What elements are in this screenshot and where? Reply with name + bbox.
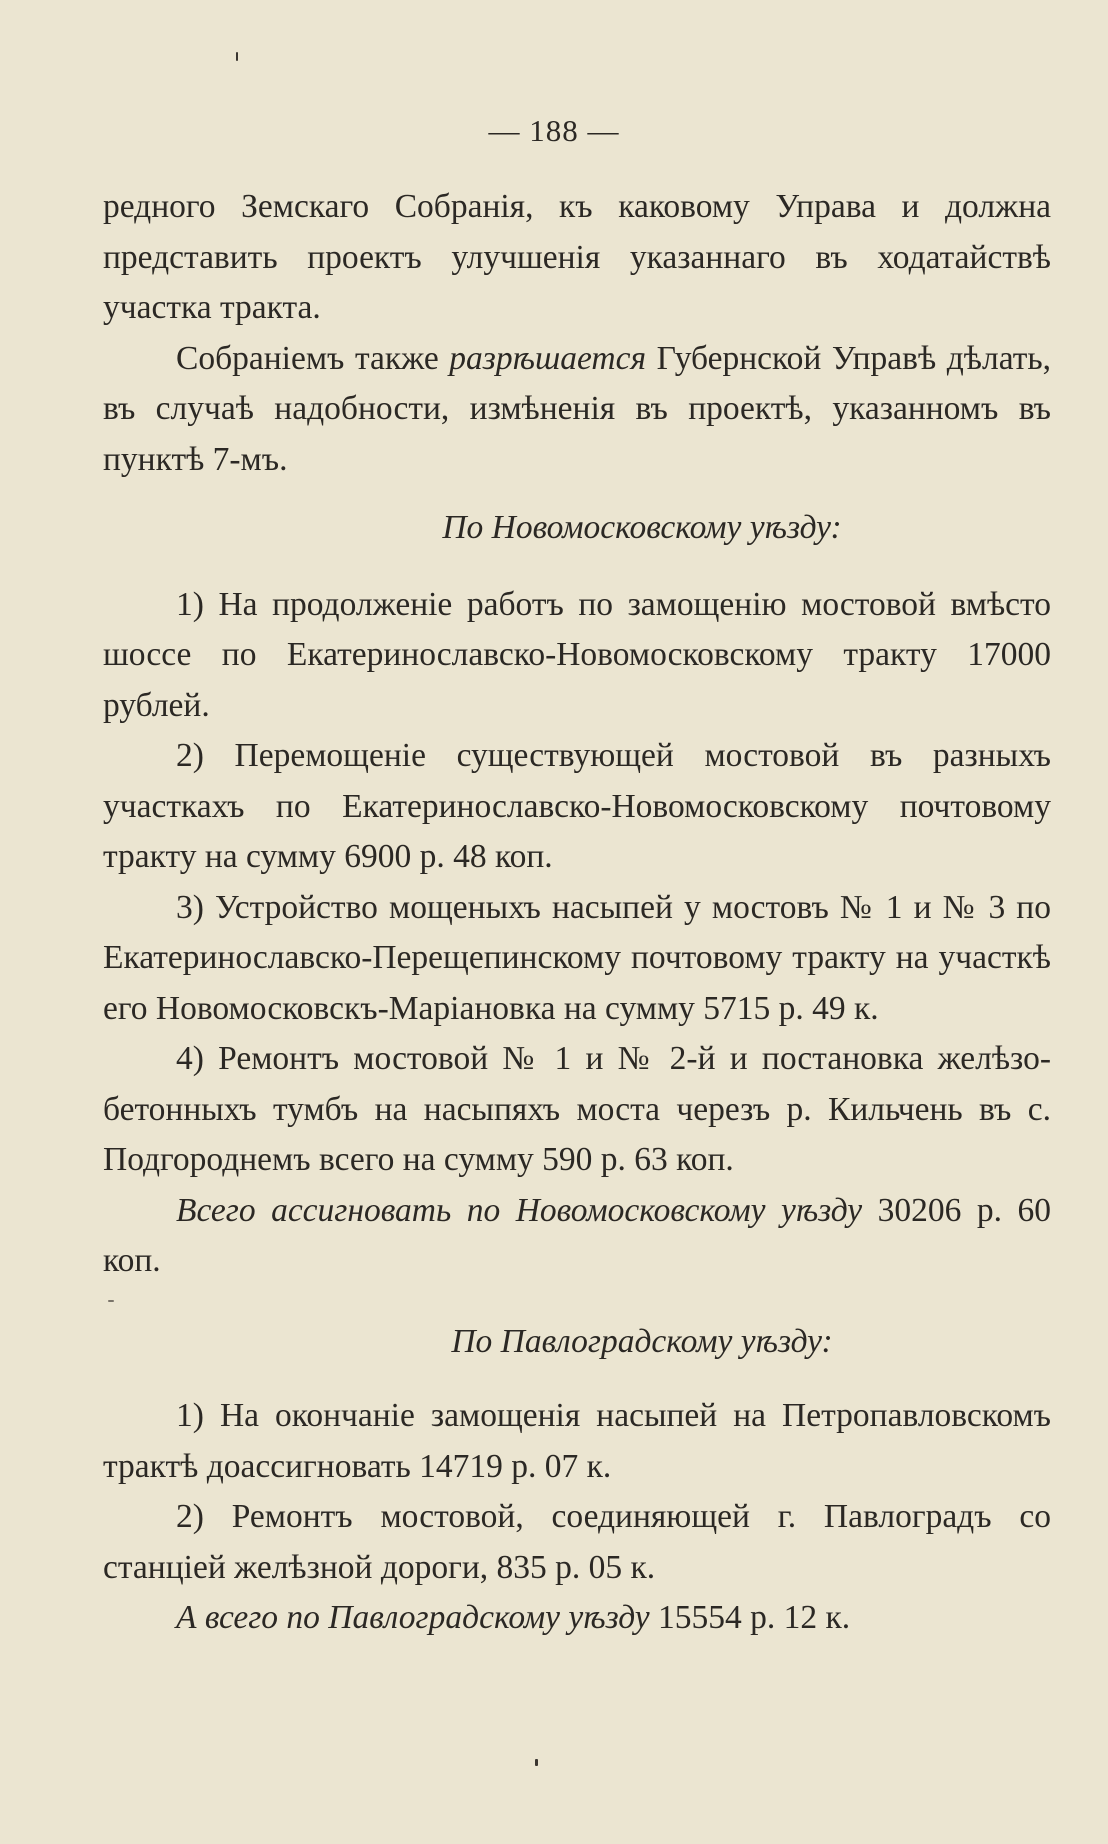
ink-speck-margin bbox=[108, 1300, 114, 1302]
paragraph-assembly-permission bbox=[103, 334, 1051, 486]
section-heading-novomoskovsk: По Новомосковскому уѣзду: bbox=[442, 509, 842, 546]
page-body bbox=[103, 182, 1051, 1644]
ink-speck-top bbox=[236, 52, 238, 61]
list-item: 1) На продолженіе работъ по замощенію мостовой вмѣсто шоссе по Екатеринославско-Новомосковскому тракту 17000 рублей. bbox=[103, 585, 1051, 724]
paragraph-continuation: редного Земскаго Собранія, къ каковому Управа и должна представить проектъ улучшенія указаннаго въ ходатайствѣ участка тракта. bbox=[103, 188, 1051, 326]
emphasis-permitted: разрѣшается bbox=[449, 339, 647, 377]
total-novomoskovsk bbox=[103, 1186, 1051, 1287]
total-value: 15554 р. 12 к. bbox=[649, 1599, 851, 1636]
paragraph-text-before: Собраніемъ также bbox=[176, 339, 450, 377]
list-item: 2) Перемощеніе существующей мостовой въ разныхъ участкахъ по Екатеринославско-Новомосковскому почтовому тракту на сумму 6900 р. 48 коп. bbox=[103, 737, 1051, 875]
total-label: Всего ассигновать по Новомосковскому уѣзду bbox=[176, 1191, 863, 1229]
list-item: 2) Ремонтъ мостовой, соединяющей г. Павлоградъ со станціей желѣзной дороги, 835 р. 05 к. bbox=[103, 1498, 1051, 1586]
total-label: А всего по Павлоградскому уѣзду bbox=[176, 1599, 650, 1636]
total-pavlograd bbox=[103, 1593, 1051, 1644]
list-item: 1) На окончаніе замощенія насыпей на Петропавловскомъ трактѣ доассигновать 14719 р. 07 к. bbox=[103, 1397, 1051, 1485]
page-number: — 188 — bbox=[488, 113, 620, 148]
section-heading-pavlograd: По Павлоградскому уѣзду: bbox=[451, 1322, 833, 1360]
list-item: 4) Ремонтъ мостовой № 1 и № 2-й и постановка желѣзо-бетонныхъ тумбъ на насыпяхъ моста черезъ р. Кильчень въ с. Подгороднемъ всего на сумму 590 р. 63 коп. bbox=[103, 1040, 1051, 1178]
paragraph-text-after: Губернской Управѣ дѣлать, въ случаѣ надобности, измѣненія въ проектѣ, указанномъ въ пунктѣ 7-мъ. bbox=[103, 339, 1051, 478]
total-value: 30206 р. 60 коп. bbox=[103, 1191, 1052, 1279]
list-item: 3) Устройство мощеныхъ насыпей у мостовъ № 1 и № 3 по Екатеринославско-Перещепинскому почтовому тракту на участкѣ его Новомосковскъ-Маріановка на сумму 5715 р. 49 к. bbox=[103, 888, 1051, 1027]
ink-speck-bottom bbox=[535, 1759, 538, 1766]
